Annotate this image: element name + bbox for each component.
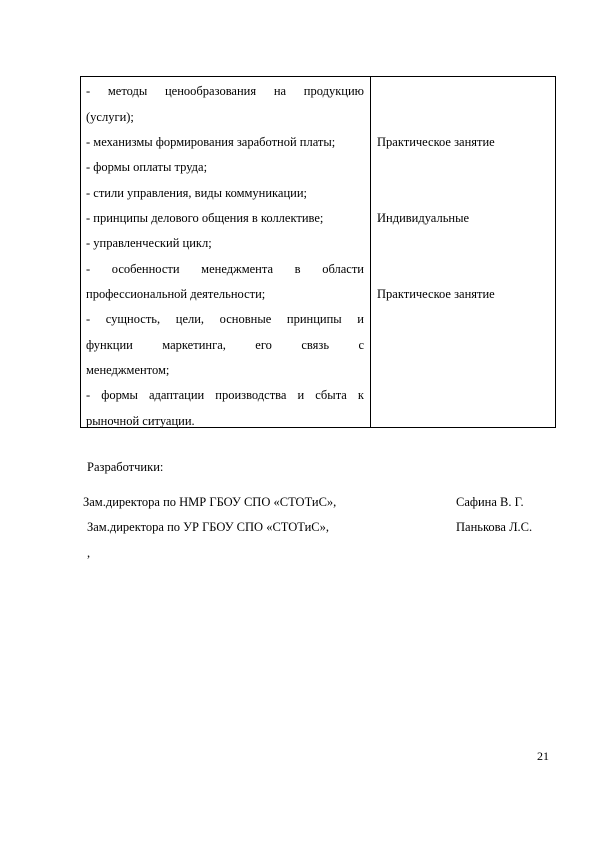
topic-line: - механизмы формирования заработной платы; [86, 135, 336, 149]
topic-line: рыночной ситуации. [86, 414, 195, 428]
developer-position: Зам.директора по НМР ГБОУ СПО «СТОТиС», [83, 495, 337, 509]
topic-line: - сущность, цели, основные принципы и [86, 312, 364, 326]
topic-line: профессиональной деятельности; [86, 287, 266, 301]
topic-line: - стили управления, виды коммуникации; [86, 186, 308, 200]
developer-name: Сафина В. Г. [456, 495, 524, 509]
topic-line: - методы ценообразования на продукцию [86, 84, 364, 98]
topic-line: - формы оплаты труда; [86, 160, 208, 174]
topic-line: функции маркетинга, его связь с [86, 338, 364, 352]
topic-line: - особенности менеджмента в области [86, 262, 364, 276]
topics-table [80, 76, 556, 428]
column-divider [370, 77, 371, 427]
lesson-type: Практическое занятие [377, 135, 495, 149]
lesson-type: Практическое занятие [377, 287, 495, 301]
page-number: 21 [537, 749, 549, 763]
trailing-mark: , [87, 546, 91, 560]
topic-line: - формы адаптации производства и сбыта к [86, 388, 364, 402]
topic-line: (услуги); [86, 110, 134, 124]
developer-name: Панькова Л.С. [456, 520, 533, 534]
developer-position: Зам.директора по УР ГБОУ СПО «СТОТиС», [87, 520, 330, 534]
lesson-type: Индивидуальные [377, 211, 470, 225]
topic-line: менеджментом; [86, 363, 170, 377]
developers-heading: Разработчики: [87, 460, 164, 474]
topic-line: - принципы делового общения в коллективе; [86, 211, 324, 225]
topic-line: - управленческий цикл; [86, 236, 212, 250]
